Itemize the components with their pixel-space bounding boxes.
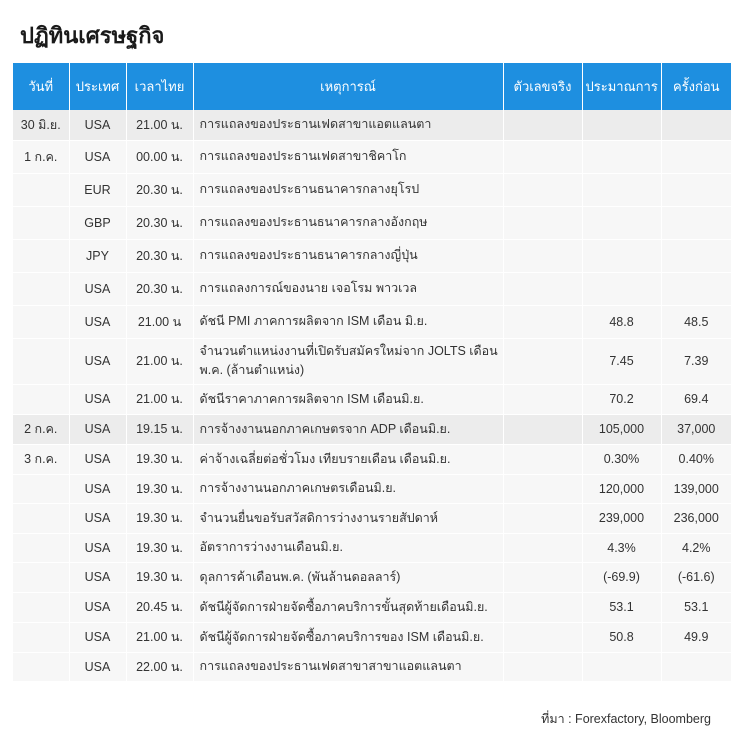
actual-cell — [503, 338, 582, 384]
table-row — [13, 592, 731, 622]
time-cell: 21.00 น — [126, 305, 193, 338]
country-cell: USA — [69, 592, 126, 622]
time-cell: 19.30 น. — [126, 533, 193, 562]
event-cell: การแถลงของประธานเฟดสาขาแอตแลนตา — [193, 110, 503, 140]
date-cell — [13, 592, 69, 622]
time-cell: 19.30 น. — [126, 474, 193, 503]
date-cell — [13, 622, 69, 652]
event-cell: การจ้างงานนอกภาคเกษตรเดือนมิ.ย. — [193, 474, 503, 503]
time-cell: 21.00 น. — [126, 110, 193, 140]
actual-cell — [503, 414, 582, 444]
previous-cell: (-61.6) — [661, 562, 731, 592]
previous-cell — [661, 173, 731, 206]
forecast-cell: (-69.9) — [582, 562, 661, 592]
country-cell: USA — [69, 652, 126, 681]
table-row — [13, 338, 731, 384]
column-header-country: ประเทศ — [69, 63, 126, 110]
date-cell — [13, 272, 69, 305]
economic-calendar-table — [13, 63, 731, 682]
column-header-previous: ครั้งก่อน — [661, 63, 731, 110]
forecast-cell — [582, 140, 661, 173]
country-cell: USA — [69, 140, 126, 173]
actual-cell — [503, 384, 582, 414]
previous-cell — [661, 110, 731, 140]
time-cell: 20.30 น. — [126, 239, 193, 272]
event-cell: อัตราการว่างงานเดือนมิ.ย. — [193, 533, 503, 562]
table-row — [13, 239, 731, 272]
date-cell — [13, 338, 69, 384]
date-cell: 3 ก.ค. — [13, 444, 69, 474]
previous-cell — [661, 206, 731, 239]
time-cell: 20.45 น. — [126, 592, 193, 622]
time-cell: 21.00 น. — [126, 384, 193, 414]
previous-cell: 48.5 — [661, 305, 731, 338]
event-cell: ดัชนีราคาภาคการผลิตจาก ISM เดือนมิ.ย. — [193, 384, 503, 414]
previous-cell — [661, 239, 731, 272]
forecast-cell — [582, 206, 661, 239]
table-row — [13, 503, 731, 533]
date-cell — [13, 239, 69, 272]
forecast-cell: 48.8 — [582, 305, 661, 338]
date-cell — [13, 503, 69, 533]
time-cell: 20.30 น. — [126, 272, 193, 305]
country-cell: JPY — [69, 239, 126, 272]
forecast-cell: 7.45 — [582, 338, 661, 384]
time-cell: 21.00 น. — [126, 622, 193, 652]
forecast-cell: 120,000 — [582, 474, 661, 503]
event-cell: ค่าจ้างเฉลี่ยต่อชั่วโมง เทียบรายเดือน เดือนมิ.ย. — [193, 444, 503, 474]
forecast-cell: 70.2 — [582, 384, 661, 414]
event-cell: ดัชนี PMI ภาคการผลิตจาก ISM เดือน มิ.ย. — [193, 305, 503, 338]
event-cell: การแถลงการณ์ของนาย เจอโรม พาวเวล — [193, 272, 503, 305]
table-row — [13, 140, 731, 173]
table-row — [13, 206, 731, 239]
country-cell: USA — [69, 384, 126, 414]
column-header-time: เวลาไทย — [126, 63, 193, 110]
event-cell: การจ้างงานนอกภาคเกษตรจาก ADP เดือนมิ.ย. — [193, 414, 503, 444]
time-cell: 19.30 น. — [126, 444, 193, 474]
table-row — [13, 652, 731, 681]
actual-cell — [503, 652, 582, 681]
actual-cell — [503, 592, 582, 622]
time-cell: 20.30 น. — [126, 173, 193, 206]
table-row — [13, 414, 731, 444]
event-cell: การแถลงของประธานเฟดสาขาสาขาแอตแลนตา — [193, 652, 503, 681]
actual-cell — [503, 173, 582, 206]
date-cell: 2 ก.ค. — [13, 414, 69, 444]
actual-cell — [503, 206, 582, 239]
country-cell: USA — [69, 444, 126, 474]
previous-cell: 4.2% — [661, 533, 731, 562]
country-cell: USA — [69, 110, 126, 140]
forecast-cell — [582, 173, 661, 206]
event-cell: การแถลงของประธานธนาคารกลางยุโรป — [193, 173, 503, 206]
forecast-cell: 4.3% — [582, 533, 661, 562]
country-cell: USA — [69, 272, 126, 305]
table-row — [13, 474, 731, 503]
table-row — [13, 272, 731, 305]
actual-cell — [503, 562, 582, 592]
table-header-row — [13, 63, 731, 110]
source-note: ที่มา : Forexfactory, Bloomberg — [541, 712, 711, 726]
time-cell: 20.30 น. — [126, 206, 193, 239]
date-cell — [13, 173, 69, 206]
event-cell: การแถลงของประธานธนาคารกลางอังกฤษ — [193, 206, 503, 239]
date-cell — [13, 533, 69, 562]
column-header-forecast: ประมาณการ — [582, 63, 661, 110]
column-header-event: เหตุการณ์ — [193, 63, 503, 110]
actual-cell — [503, 474, 582, 503]
time-cell: 19.15 น. — [126, 414, 193, 444]
table-row — [13, 444, 731, 474]
time-cell: 21.00 น. — [126, 338, 193, 384]
table-row — [13, 533, 731, 562]
actual-cell — [503, 622, 582, 652]
forecast-cell — [582, 110, 661, 140]
table-row — [13, 622, 731, 652]
country-cell: USA — [69, 474, 126, 503]
forecast-cell — [582, 652, 661, 681]
forecast-cell: 105,000 — [582, 414, 661, 444]
country-cell: GBP — [69, 206, 126, 239]
time-cell: 19.30 น. — [126, 562, 193, 592]
forecast-cell — [582, 272, 661, 305]
time-cell: 22.00 น. — [126, 652, 193, 681]
previous-cell — [661, 140, 731, 173]
time-cell: 00.00 น. — [126, 140, 193, 173]
date-cell — [13, 206, 69, 239]
country-cell: USA — [69, 503, 126, 533]
actual-cell — [503, 444, 582, 474]
date-cell: 1 ก.ค. — [13, 140, 69, 173]
table-row — [13, 562, 731, 592]
previous-cell — [661, 652, 731, 681]
event-cell: การแถลงของประธานเฟดสาขาชิคาโก — [193, 140, 503, 173]
event-cell: ดัชนีผู้จัดการฝ่ายจัดซื้อภาคบริการของ ISM เดือนมิ.ย. — [193, 622, 503, 652]
country-cell: USA — [69, 562, 126, 592]
previous-cell: 53.1 — [661, 592, 731, 622]
event-cell: ดุลการค้าเดือนพ.ค. (พันล้านดอลลาร์) — [193, 562, 503, 592]
event-cell: จำนวนยื่นขอรับสวัสดิการว่างงานรายสัปดาห์ — [193, 503, 503, 533]
table-row — [13, 173, 731, 206]
previous-cell: 49.9 — [661, 622, 731, 652]
forecast-cell: 53.1 — [582, 592, 661, 622]
country-cell: EUR — [69, 173, 126, 206]
date-cell — [13, 652, 69, 681]
actual-cell — [503, 533, 582, 562]
event-cell: จำนวนตำแหน่งงานที่เปิดรับสมัครใหม่จาก JOLTS เดือน พ.ค. (ล้านตำแหน่ง) — [193, 338, 503, 384]
actual-cell — [503, 140, 582, 173]
date-cell — [13, 474, 69, 503]
forecast-cell — [582, 239, 661, 272]
country-cell: USA — [69, 305, 126, 338]
forecast-cell: 50.8 — [582, 622, 661, 652]
table-row — [13, 305, 731, 338]
actual-cell — [503, 305, 582, 338]
date-cell — [13, 384, 69, 414]
previous-cell: 37,000 — [661, 414, 731, 444]
forecast-cell: 239,000 — [582, 503, 661, 533]
date-cell: 30 มิ.ย. — [13, 110, 69, 140]
actual-cell — [503, 239, 582, 272]
event-cell: ดัชนีผู้จัดการฝ่ายจัดซื้อภาคบริการขั้นสุดท้ายเดือนมิ.ย. — [193, 592, 503, 622]
event-cell: การแถลงของประธานธนาคารกลางญี่ปุ่น — [193, 239, 503, 272]
table-row — [13, 110, 731, 140]
previous-cell: 236,000 — [661, 503, 731, 533]
previous-cell: 139,000 — [661, 474, 731, 503]
column-header-actual: ตัวเลขจริง — [503, 63, 582, 110]
country-cell: USA — [69, 338, 126, 384]
country-cell: USA — [69, 622, 126, 652]
country-cell: USA — [69, 414, 126, 444]
date-cell — [13, 305, 69, 338]
actual-cell — [503, 110, 582, 140]
actual-cell — [503, 272, 582, 305]
forecast-cell: 0.30% — [582, 444, 661, 474]
time-cell: 19.30 น. — [126, 503, 193, 533]
country-cell: USA — [69, 533, 126, 562]
date-cell — [13, 562, 69, 592]
previous-cell — [661, 272, 731, 305]
previous-cell: 69.4 — [661, 384, 731, 414]
table-row — [13, 384, 731, 414]
previous-cell: 0.40% — [661, 444, 731, 474]
page-title: ปฏิทินเศรษฐกิจ — [20, 24, 165, 49]
previous-cell: 7.39 — [661, 338, 731, 384]
column-header-date: วันที่ — [13, 63, 69, 110]
actual-cell — [503, 503, 582, 533]
